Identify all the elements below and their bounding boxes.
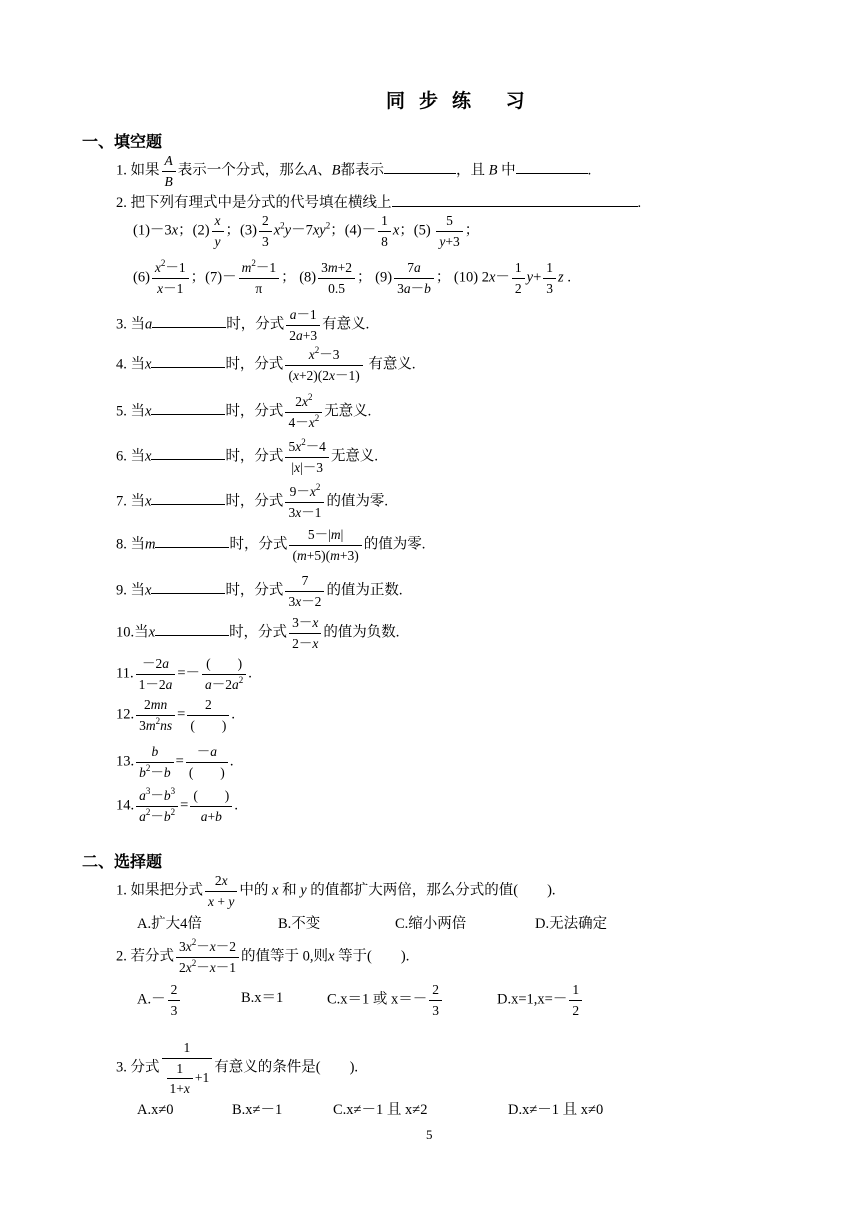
- answer-blank[interactable]: [151, 447, 225, 460]
- question-3: 3. 当a 时，分式 $\frac{a-1}{2a+3}$ 有意义.: [116, 307, 370, 343]
- choice-2-option-b[interactable]: B.x＝1: [241, 990, 284, 1006]
- question-12: 12. $\frac{2mn}{3m^2ns}$ = $\frac{2}{( )}$ .: [116, 697, 235, 733]
- answer-blank[interactable]: [151, 402, 225, 415]
- question-5: 5. 当x 时，分式 $\frac{2x^2}{4-x^2}$ 无意义.: [116, 392, 372, 430]
- question-6: 6. 当x 时，分式 $\frac{5x^2-4}{|x|-3}$ 无意义.: [116, 437, 379, 475]
- choice-1-option-c[interactable]: C.缩小两倍: [395, 916, 467, 932]
- answer-blank[interactable]: [155, 623, 229, 636]
- choice-3-option-d[interactable]: D.x≠－1 且 x≠0: [508, 1102, 604, 1118]
- answer-blank[interactable]: [384, 161, 456, 174]
- question-14: 14. $\frac{a^3-b^3}{a^2-b^2}$ = $\frac{( )}{a+b}$ .: [116, 786, 238, 824]
- answer-blank[interactable]: [516, 161, 588, 174]
- question-7: 7. 当x 时，分式 $\frac{9-x^2}{3x-1}$ 的值为零.: [116, 482, 389, 520]
- expression-list-1: (1)－3x；(2) $\frac{x}{y}$ ；(3) $\frac{2}{3}$ $x^2y-7xy^2$；(4)－ $\frac{1}{8}$ x；(5) $\frac{5}{y+3}$ ；: [133, 213, 480, 249]
- choice-2-option-a[interactable]: A.－ $\frac{2}{3}$: [137, 982, 182, 1018]
- choice-2-option-d[interactable]: D.x=1,x=－ $\frac{1}{2}$: [497, 982, 584, 1018]
- choice-question-3: 3. 分式 1 $\frac{1}{1+x}$ +1 有意义的条件是( ).: [116, 1040, 359, 1097]
- question-4: 4. 当x 时，分式 $\frac{x^2-3}{(x+2)(2x-1)}$ 有意义.: [116, 345, 416, 383]
- choice-question-1: 1. 如果把分式 $\frac{2x}{x + y}$ 中的 x 和 y 的值都扩大两倍，那么分式的值( ).: [116, 873, 556, 909]
- choice-1-option-d[interactable]: D.无法确定: [535, 916, 608, 932]
- question-9: 9. 当x 时，分式 $\frac{7}{3x-2}$ 的值为正数.: [116, 573, 403, 609]
- page-title: 同步练 习: [386, 90, 539, 112]
- choice-3-option-b[interactable]: B.x≠－1: [232, 1102, 283, 1118]
- section-choice-heading: 二、选择题: [82, 852, 163, 871]
- choice-1-option-a[interactable]: A.扩大4倍: [137, 916, 202, 932]
- answer-blank[interactable]: [392, 194, 638, 207]
- question-11: 11. $\frac{-2a}{1-2a}$ =－ $\frac{( )}{a-2a^2}$ .: [116, 656, 252, 692]
- answer-blank[interactable]: [155, 535, 229, 548]
- answer-blank[interactable]: [151, 492, 225, 505]
- question-2: 2. 把下列有理式中是分式的代号填在横线上 .: [116, 195, 642, 211]
- answer-blank[interactable]: [151, 355, 225, 368]
- choice-question-2: 2. 若分式 $\frac{3x^2-x-2}{2x^2-x-1}$ 的值等于 0,则x 等于( ).: [116, 937, 410, 975]
- answer-blank[interactable]: [152, 315, 226, 328]
- section-fill-heading: 一、填空题: [82, 132, 163, 151]
- page-number: 5: [426, 1127, 433, 1142]
- question-10: 10.当x 时，分式 $\frac{3-x}{2-x}$ 的值为负数.: [116, 615, 400, 651]
- question-1: 1. 如果 $\frac{A}{B}$ 表示一个分式，那么A、B都表示 ，且 B 中 .: [116, 153, 592, 189]
- choice-3-option-a[interactable]: A.x≠0: [137, 1102, 174, 1118]
- question-13: 13. $\frac{b}{b^2-b}$ = $\frac{-a}{( )}$ .: [116, 744, 234, 780]
- question-8: 8. 当m 时，分式 $\frac{5-|m|}{(m+5)(m+3)}$ 的值为零.: [116, 527, 426, 563]
- expression-list-2: (6) $\frac{x^2-1}{x-1}$ ；(7)－ $\frac{m^2-1}{\pi}$ ； (8) $\frac{3m+2}{0.5}$ ； (9) $\frac{7a}{3a-b}$ ； (10) 2x－ $\frac{1}{2}$ y+ $\frac{1}{3}$ z .: [133, 258, 571, 296]
- choice-1-option-b[interactable]: B.不变: [278, 916, 321, 932]
- answer-blank[interactable]: [151, 581, 225, 594]
- choice-3-option-c[interactable]: C.x≠－1 且 x≠2: [333, 1102, 428, 1118]
- choice-2-option-c[interactable]: C.x＝1 或 x＝－ $\frac{2}{3}$: [327, 982, 444, 1018]
